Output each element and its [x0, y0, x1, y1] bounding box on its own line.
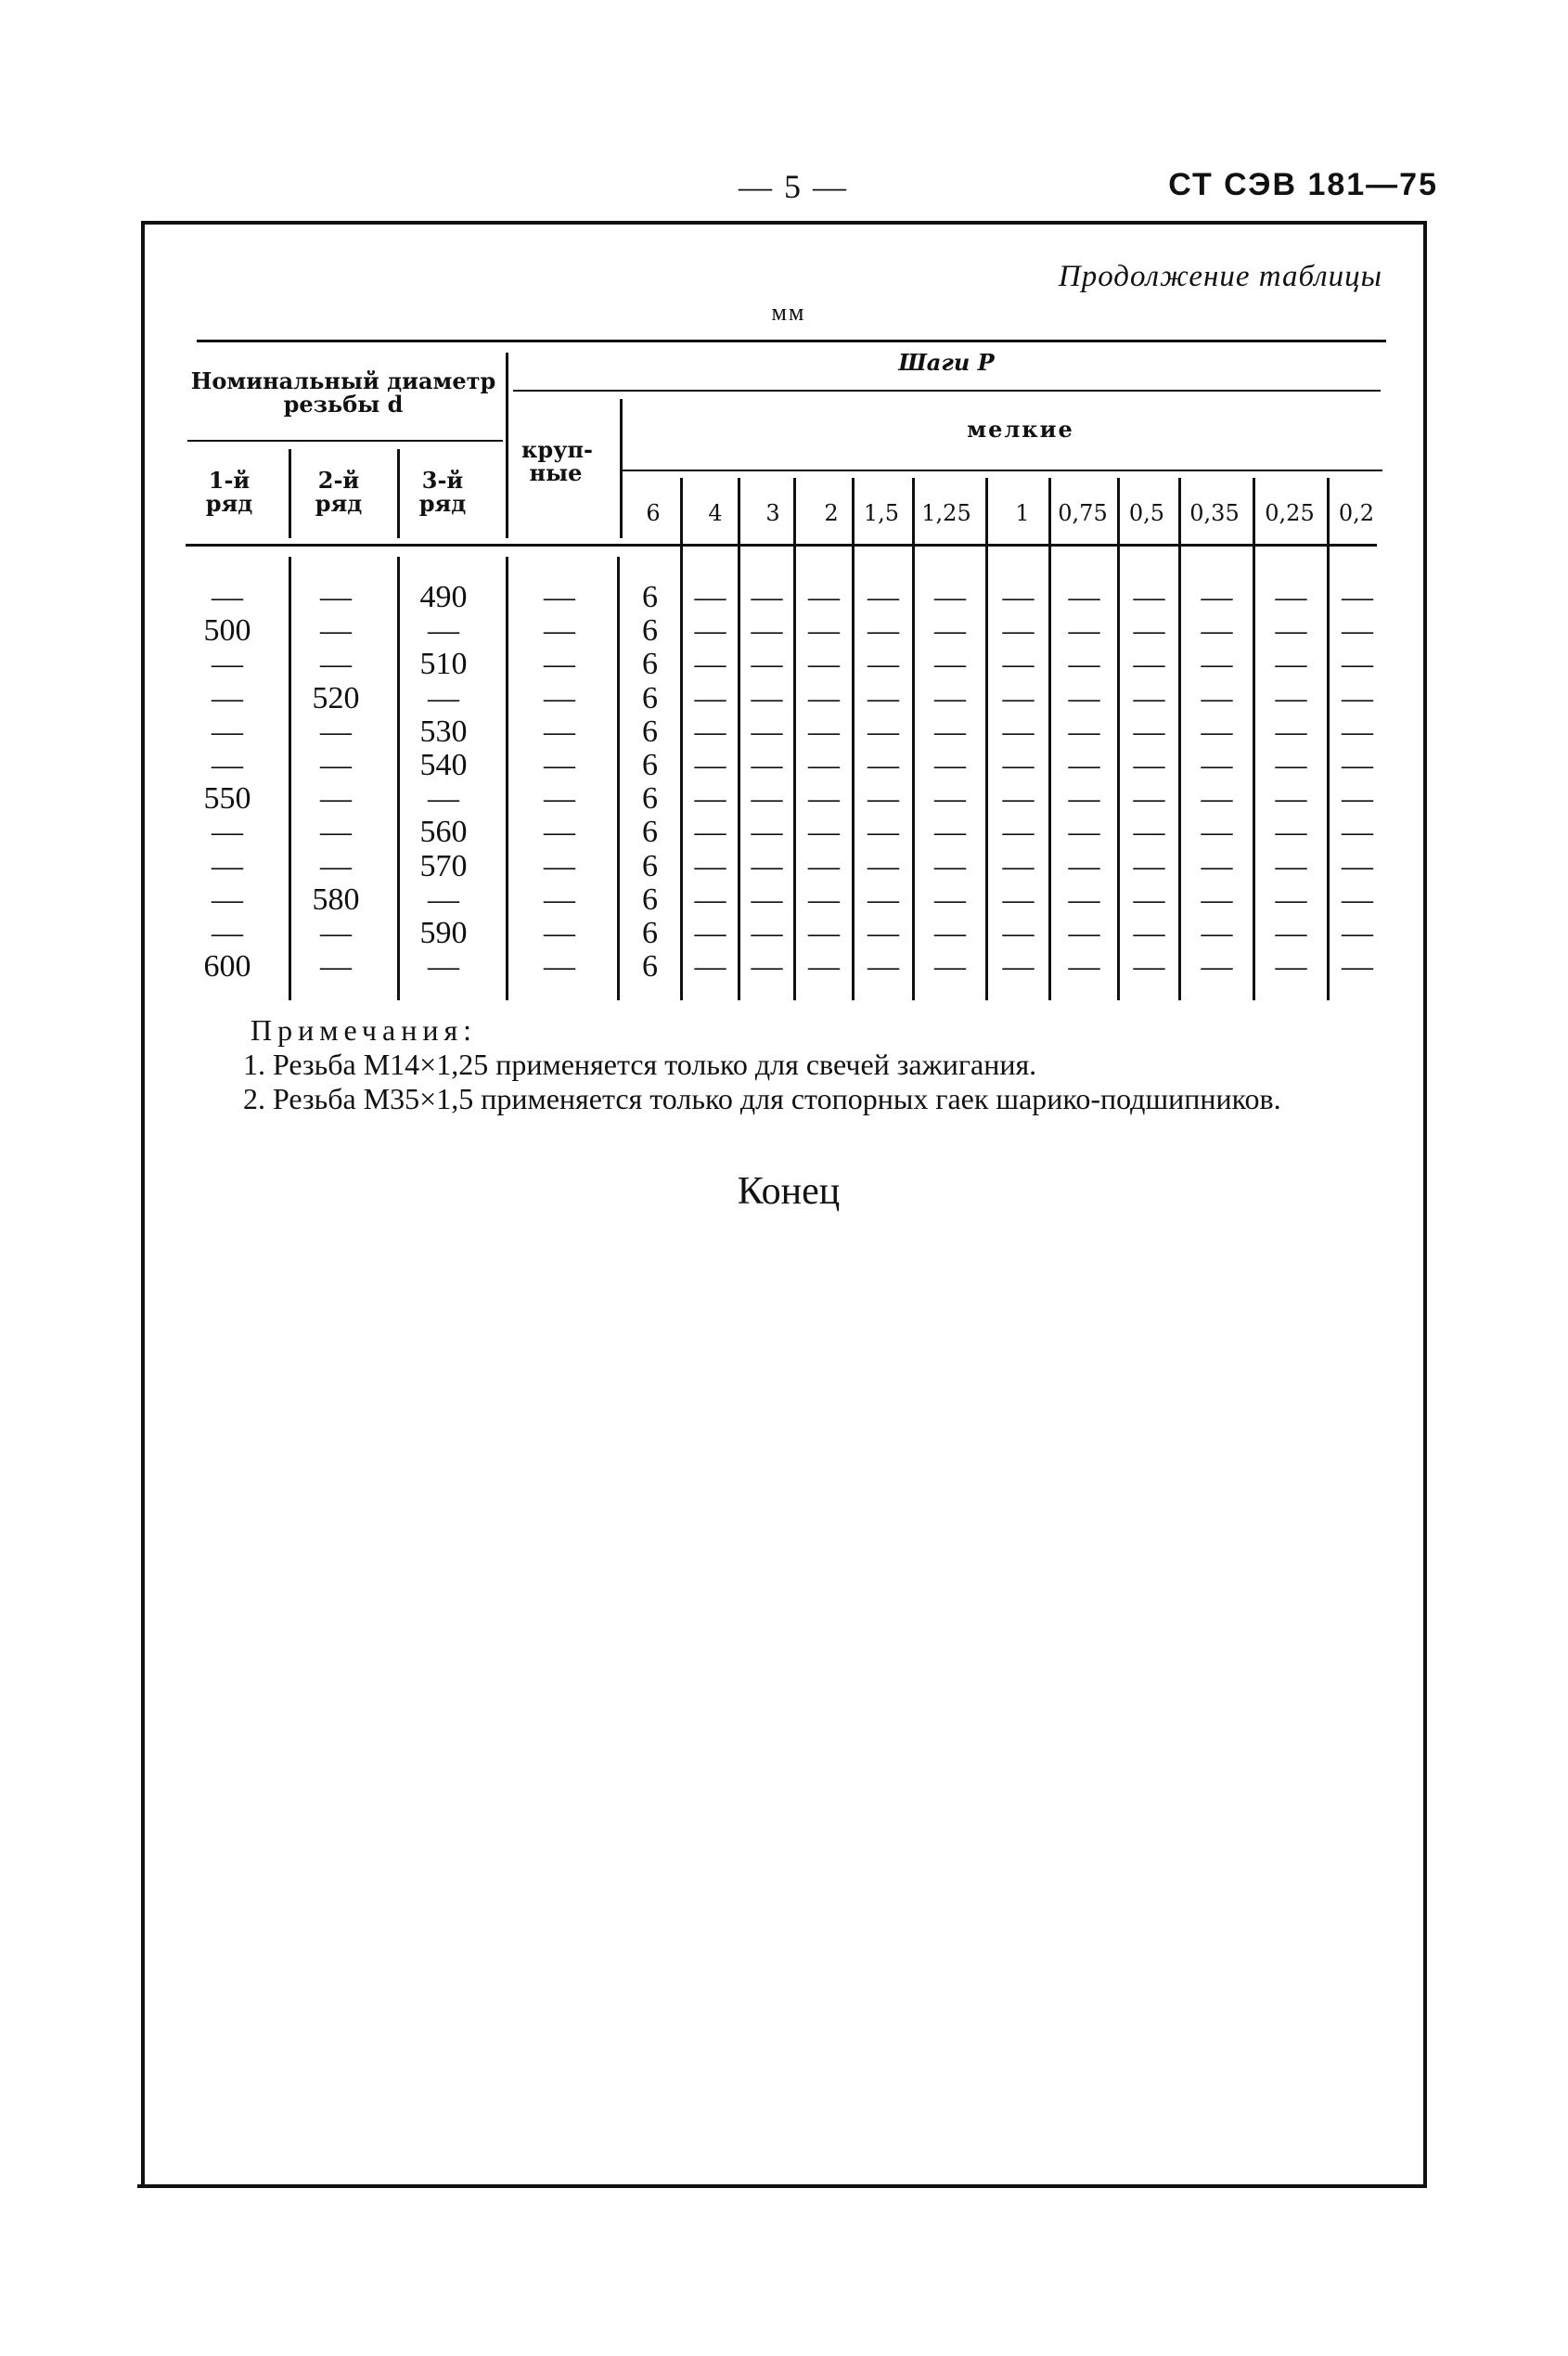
- table-cell-fine: —: [1133, 916, 1165, 950]
- table-cell-fine: —: [1068, 647, 1100, 682]
- table-cell-fine: —: [1133, 949, 1165, 985]
- table-cell-fine: —: [751, 714, 783, 749]
- table-cell-fine: —: [808, 916, 840, 950]
- table-cell-fine: —: [1002, 848, 1035, 883]
- table-cell-fine: —: [694, 815, 726, 850]
- table-cell-fine: —: [808, 781, 840, 817]
- table-cell-fine: —: [1201, 613, 1233, 649]
- table-cell-fine: 6: [642, 748, 658, 782]
- table-cell-fine: —: [751, 781, 783, 817]
- row-header-1: 1-й ряд: [205, 467, 253, 518]
- table-cell-fine: —: [934, 613, 966, 649]
- table-cell-r3: 540: [419, 748, 468, 782]
- table-cell-r3: 490: [419, 580, 468, 614]
- frame-bottom-line: [137, 2184, 1427, 2188]
- note-item-1: 1. Резьба M14×1,25 применяется только для свечей зажигания.: [243, 1048, 1037, 1081]
- table-cell-coarse: —: [544, 680, 575, 715]
- table-cell-fine: 6: [642, 882, 658, 917]
- table-cell-fine: 6: [642, 949, 658, 985]
- table-cell-fine: —: [808, 613, 840, 649]
- table-cell-fine: —: [1342, 882, 1373, 917]
- table-cell-fine: —: [868, 748, 899, 782]
- table-cell-fine: —: [751, 680, 783, 715]
- column-divider: [506, 353, 508, 538]
- table-cell-fine: —: [1342, 613, 1373, 649]
- table-cell-fine: —: [694, 848, 726, 883]
- table-cell-fine: —: [1342, 680, 1373, 715]
- table-cell-fine: —: [1002, 680, 1035, 715]
- table-cell-fine: —: [1342, 748, 1373, 782]
- table-cell-r2: —: [320, 580, 352, 614]
- table-cell-fine: —: [934, 680, 966, 715]
- document-code: СТ СЭВ 181—75: [1168, 167, 1438, 202]
- table-cell-fine: —: [1133, 748, 1165, 782]
- table-cell-fine: —: [808, 580, 840, 614]
- table-cell-fine: —: [1275, 580, 1307, 614]
- notes-title: Примечания:: [251, 1013, 478, 1047]
- table-cell-fine: —: [868, 613, 899, 649]
- table-cell-fine: 6: [642, 647, 658, 682]
- coarse-header: круп-ные: [521, 436, 594, 487]
- table-cell-r2: —: [320, 916, 352, 950]
- table-cell-fine: —: [868, 580, 899, 614]
- table-cell-fine: —: [1201, 848, 1233, 883]
- table-cell-fine: —: [934, 748, 966, 782]
- fine-header: мелкие: [967, 416, 1074, 443]
- table-cell-fine: —: [1002, 815, 1035, 850]
- table-cell-fine: —: [751, 949, 783, 985]
- column-divider: [397, 449, 400, 538]
- table-cell-r1: 500: [203, 613, 251, 649]
- table-cell-fine: —: [1002, 781, 1035, 817]
- table-cell-r2: 520: [312, 680, 360, 715]
- table-cell-r3: —: [428, 781, 459, 817]
- table-cell-fine: —: [1275, 815, 1307, 850]
- table-cell-r3: 590: [419, 916, 468, 950]
- table-cell-fine: —: [868, 882, 899, 917]
- continuation-caption: Продолжение таблицы: [1058, 260, 1382, 293]
- table-cell-fine: —: [934, 580, 966, 614]
- column-divider: [620, 399, 623, 538]
- table-cell-coarse: —: [544, 580, 575, 614]
- table-cell-fine: —: [808, 647, 840, 682]
- table-cell-r1: —: [212, 680, 243, 715]
- table-cell-coarse: —: [544, 815, 575, 850]
- table-cell-fine: —: [751, 815, 783, 850]
- table-cell-fine: —: [1275, 647, 1307, 682]
- fine-step-head: 0,75: [1058, 500, 1108, 526]
- table-cell-fine: —: [808, 815, 840, 850]
- table-cell-fine: —: [1133, 680, 1165, 715]
- table-cell-fine: —: [694, 781, 726, 817]
- table-cell-fine: —: [751, 580, 783, 614]
- fine-step-head: 1: [1015, 500, 1030, 526]
- table-cell-coarse: —: [544, 848, 575, 883]
- table-cell-fine: —: [868, 916, 899, 950]
- table-cell-fine: —: [934, 815, 966, 850]
- table-cell-coarse: —: [544, 949, 575, 985]
- table-cell-fine: —: [694, 613, 726, 649]
- fine-step-head: 0,35: [1189, 500, 1240, 526]
- table-cell-fine: —: [1201, 680, 1233, 715]
- table-cell-coarse: —: [544, 781, 575, 817]
- steps-header: Шаги P: [898, 349, 995, 376]
- table-cell-fine: —: [1133, 613, 1165, 649]
- table-cell-fine: —: [1275, 848, 1307, 883]
- table-cell-fine: —: [868, 781, 899, 817]
- table-cell-fine: —: [751, 848, 783, 883]
- table-cell-fine: —: [808, 949, 840, 985]
- table-cell-fine: —: [808, 714, 840, 749]
- table-cell-fine: —: [1068, 613, 1100, 649]
- thread-table: [0, 0, 1568, 1021]
- table-cell-fine: —: [934, 949, 966, 985]
- table-cell-r2: —: [320, 848, 352, 883]
- table-cell-fine: —: [934, 916, 966, 950]
- table-cell-fine: —: [694, 748, 726, 782]
- table-cell-fine: 6: [642, 714, 658, 749]
- table-cell-fine: —: [1068, 882, 1100, 917]
- table-cell-fine: —: [1275, 916, 1307, 950]
- table-cell-fine: —: [1068, 748, 1100, 782]
- table-cell-fine: —: [1275, 781, 1307, 817]
- fine-step-head: 0,25: [1265, 500, 1315, 526]
- table-cell-r1: 600: [203, 949, 251, 985]
- table-cell-coarse: —: [544, 748, 575, 782]
- table-cell-fine: —: [1002, 882, 1035, 917]
- table-cell-fine: —: [1002, 580, 1035, 614]
- table-cell-fine: —: [751, 748, 783, 782]
- table-cell-r3: —: [428, 680, 459, 715]
- table-cell-r2: —: [320, 647, 352, 682]
- table-cell-r1: —: [212, 916, 243, 950]
- table-cell-fine: —: [1342, 580, 1373, 614]
- table-cell-fine: —: [1342, 916, 1373, 950]
- table-cell-fine: —: [1133, 882, 1165, 917]
- table-cell-fine: —: [1002, 949, 1035, 985]
- table-cell-fine: —: [1342, 815, 1373, 850]
- table-cell-r2: —: [320, 613, 352, 649]
- table-cell-fine: —: [808, 680, 840, 715]
- table-cell-fine: —: [934, 781, 966, 817]
- diameter-header: Номинальный диаметр резьбы d: [190, 367, 496, 418]
- table-cell-fine: —: [1068, 680, 1100, 715]
- column-divider: [506, 557, 508, 1000]
- table-cell-fine: —: [1068, 815, 1100, 850]
- table-cell-r2: —: [320, 949, 352, 985]
- table-cell-fine: —: [751, 916, 783, 950]
- table-cell-fine: —: [1201, 748, 1233, 782]
- table-cell-r1: —: [212, 580, 243, 614]
- table-cell-fine: —: [1201, 815, 1233, 850]
- column-divider: [289, 557, 291, 1000]
- table-cell-r3: 570: [419, 848, 468, 883]
- table-cell-fine: —: [1201, 882, 1233, 917]
- table-cell-fine: —: [1133, 647, 1165, 682]
- fine-step-head: 2: [824, 500, 839, 526]
- table-cell-fine: —: [1342, 848, 1373, 883]
- table-cell-r3: 510: [419, 647, 468, 682]
- fine-step-head: 4: [708, 500, 723, 526]
- table-cell-fine: —: [1068, 781, 1100, 817]
- table-cell-coarse: —: [544, 916, 575, 950]
- table-cell-fine: —: [1275, 680, 1307, 715]
- table-cell-fine: —: [1342, 647, 1373, 682]
- table-cell-coarse: —: [544, 882, 575, 917]
- table-cell-r3: —: [428, 613, 459, 649]
- table-cell-fine: —: [751, 882, 783, 917]
- table-cell-fine: —: [694, 714, 726, 749]
- fine-step-head: 0,5: [1128, 500, 1165, 526]
- table-cell-r3: —: [428, 949, 459, 985]
- table-cell-fine: —: [1275, 949, 1307, 985]
- column-divider: [289, 449, 291, 538]
- table-cell-fine: —: [1201, 714, 1233, 749]
- table-cell-fine: —: [1068, 848, 1100, 883]
- end-word: Конец: [737, 1170, 841, 1213]
- table-cell-fine: 6: [642, 916, 658, 950]
- table-cell-fine: —: [1275, 714, 1307, 749]
- table-cell-fine: —: [1002, 714, 1035, 749]
- table-cell-fine: —: [934, 714, 966, 749]
- note-item-2: 2. Резьба M35×1,5 применяется только для стопорных гаек шарико-подшипников.: [243, 1082, 1281, 1115]
- page-number: — 5 —: [739, 168, 848, 205]
- table-cell-fine: —: [694, 949, 726, 985]
- header-bottom-rule: [186, 544, 1377, 547]
- table-cell-fine: —: [1201, 781, 1233, 817]
- table-cell-r2: —: [320, 815, 352, 850]
- units-label: мм: [771, 299, 806, 326]
- table-cell-fine: —: [868, 815, 899, 850]
- table-cell-r3: 560: [419, 815, 468, 850]
- table-cell-fine: —: [1002, 748, 1035, 782]
- fine-step-head: 1,5: [863, 500, 900, 526]
- row-header-3: 3-й ряд: [418, 467, 467, 518]
- table-cell-fine: —: [751, 613, 783, 649]
- table-cell-fine: —: [1002, 613, 1035, 649]
- table-cell-fine: —: [868, 714, 899, 749]
- steps-header-rule: [513, 390, 1381, 392]
- table-cell-r3: 530: [419, 714, 468, 749]
- table-cell-fine: —: [694, 680, 726, 715]
- table-cell-fine: —: [1068, 916, 1100, 950]
- table-cell-fine: —: [1133, 848, 1165, 883]
- table-cell-fine: —: [1201, 647, 1233, 682]
- table-cell-fine: —: [1275, 882, 1307, 917]
- table-cell-fine: —: [1342, 714, 1373, 749]
- table-cell-fine: —: [1201, 916, 1233, 950]
- table-cell-fine: —: [1002, 647, 1035, 682]
- table-cell-fine: 6: [642, 580, 658, 614]
- table-cell-fine: —: [1201, 949, 1233, 985]
- table-cell-fine: —: [694, 647, 726, 682]
- table-cell-r1: —: [212, 714, 243, 749]
- table-cell-fine: —: [1068, 580, 1100, 614]
- row-header-2: 2-й ряд: [315, 467, 363, 518]
- table-cell-fine: —: [1002, 916, 1035, 950]
- table-cell-fine: 6: [642, 781, 658, 817]
- table-cell-r1: —: [212, 647, 243, 682]
- table-cell-fine: —: [1133, 815, 1165, 850]
- table-cell-fine: —: [1133, 781, 1165, 817]
- table-cell-fine: —: [934, 647, 966, 682]
- table-cell-fine: —: [1342, 781, 1373, 817]
- table-cell-coarse: —: [544, 613, 575, 649]
- table-cell-fine: —: [1201, 580, 1233, 614]
- table-cell-coarse: —: [544, 714, 575, 749]
- table-cell-fine: 6: [642, 848, 658, 883]
- table-cell-fine: —: [1068, 714, 1100, 749]
- table-cell-fine: 6: [642, 815, 658, 850]
- table-cell-fine: —: [868, 647, 899, 682]
- table-cell-fine: —: [808, 848, 840, 883]
- table-cell-r2: —: [320, 748, 352, 782]
- table-top-rule: [197, 340, 1386, 342]
- table-cell-r3: —: [428, 882, 459, 917]
- table-cell-fine: —: [694, 882, 726, 917]
- table-cell-fine: —: [1275, 613, 1307, 649]
- table-cell-fine: —: [934, 882, 966, 917]
- table-cell-fine: —: [1275, 748, 1307, 782]
- table-cell-fine: —: [868, 680, 899, 715]
- table-cell-fine: —: [751, 647, 783, 682]
- table-cell-fine: —: [694, 916, 726, 950]
- table-cell-fine: —: [934, 848, 966, 883]
- fine-header-rule: [620, 470, 1382, 471]
- table-cell-fine: —: [1133, 714, 1165, 749]
- table-cell-fine: —: [808, 882, 840, 917]
- table-cell-fine: 6: [642, 613, 658, 649]
- table-cell-r1: 550: [203, 781, 251, 817]
- table-cell-fine: —: [868, 949, 899, 985]
- fine-step-head: 0,2: [1338, 500, 1375, 526]
- table-cell-r2: —: [320, 781, 352, 817]
- notes-block: [186, 1013, 1382, 1116]
- fine-step-head: 3: [765, 500, 780, 526]
- table-cell-fine: —: [1133, 580, 1165, 614]
- table-cell-fine: —: [1342, 949, 1373, 985]
- table-cell-r1: —: [212, 815, 243, 850]
- table-cell-coarse: —: [544, 647, 575, 682]
- table-cell-r2: —: [320, 714, 352, 749]
- table-cell-fine: 6: [642, 680, 658, 715]
- table-cell-r1: —: [212, 848, 243, 883]
- table-cell-fine: —: [868, 848, 899, 883]
- fine-step-head: 1,25: [921, 500, 971, 526]
- table-cell-r2: 580: [312, 882, 360, 917]
- table-cell-r1: —: [212, 882, 243, 917]
- diameter-header-rule: [187, 440, 503, 442]
- fine-step-head: 6: [646, 500, 661, 526]
- table-cell-r1: —: [212, 748, 243, 782]
- table-cell-fine: —: [1068, 949, 1100, 985]
- table-cell-fine: —: [808, 748, 840, 782]
- table-cell-fine: —: [694, 580, 726, 614]
- column-divider: [397, 557, 400, 1000]
